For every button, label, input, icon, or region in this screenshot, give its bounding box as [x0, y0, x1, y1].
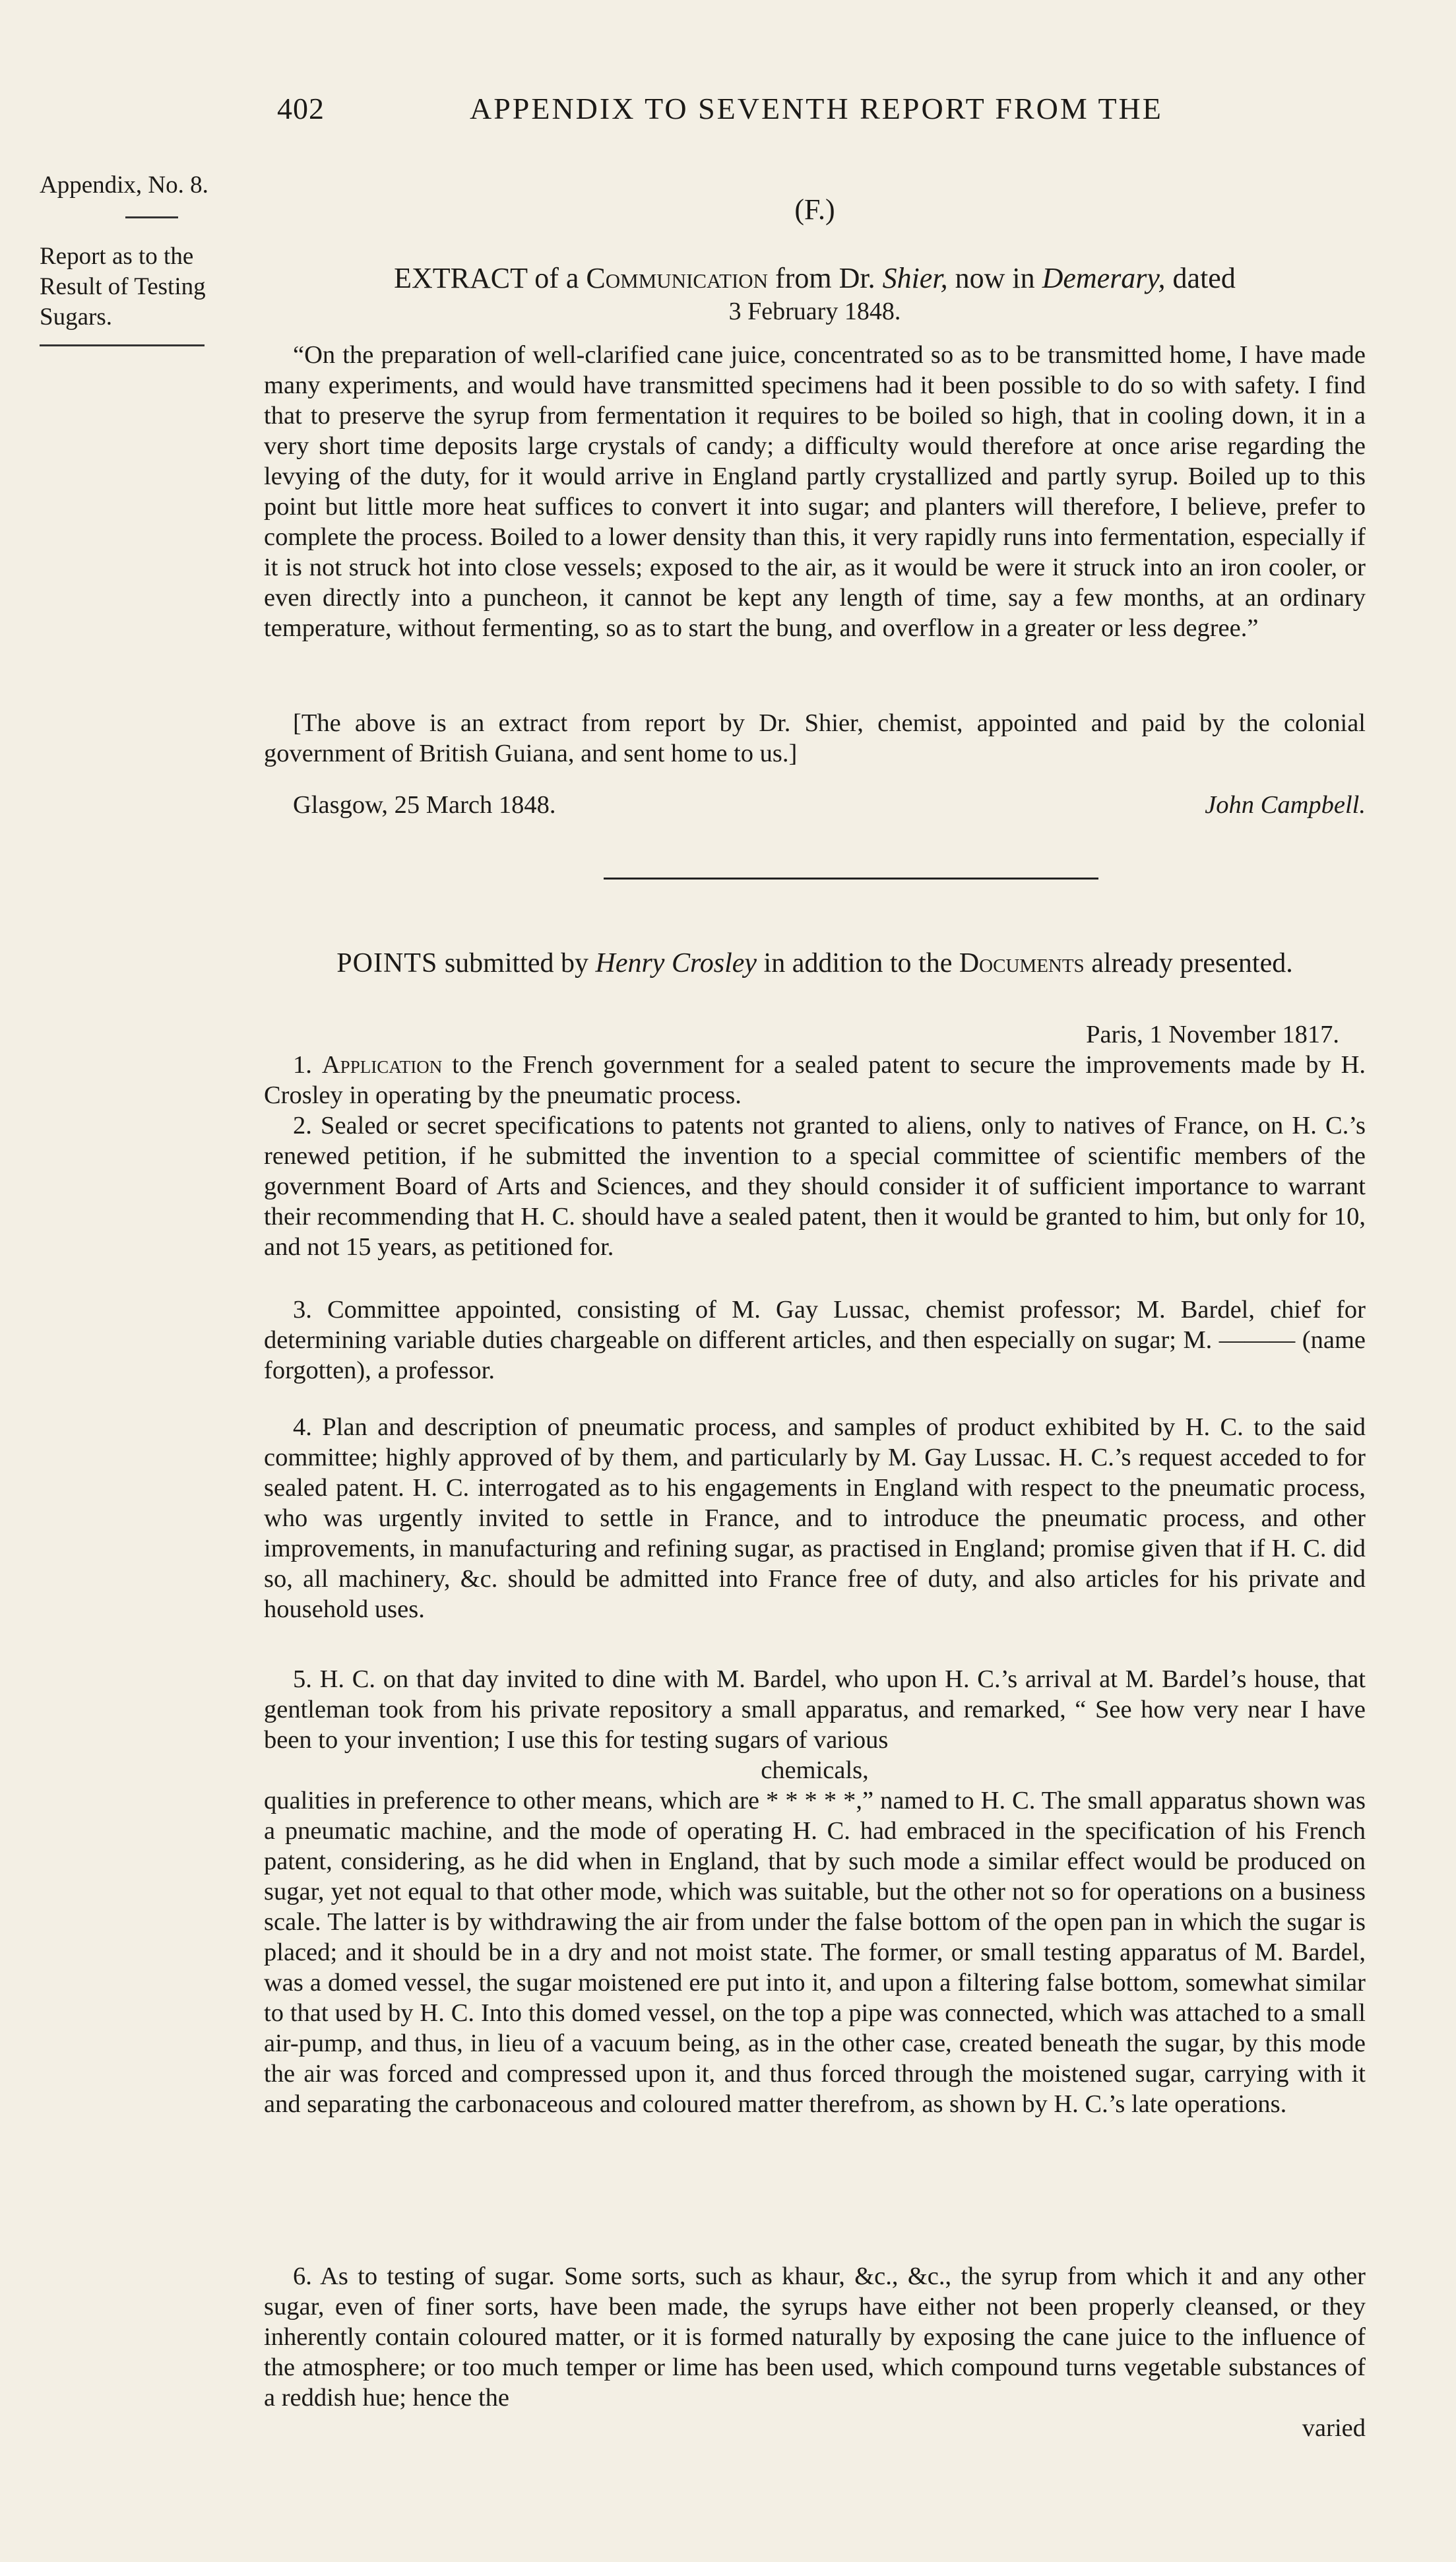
point-2: 2. Sealed or secret specifications to patents not granted to aliens, only to natives of France, on H. C.’s renewed petition, if he submitted the invention to a special committee of scientific members of the government Board of Arts and Sciences, and they should consider it of sufficient importance to warrant their recommending that H. C. should have a sealed patent, then it would be granted to him, but only for 10, and not 15 years, as petitioned for. — [264, 1112, 1366, 1261]
point-5: 5. H. C. on that day invited to dine with M. Bardel, who upon H. C.’s arrival at M. Bardel’s house, that gentleman took from his private repository a small apparatus, and remarked, “ See how very near I have been to your invention; I use this for testing sugars of various chemicals, qualities in preference to other means, which are * * * * *,” named to H. C. The small apparatus shown was a pneumatic machine, and the mode of operating H. C. had embraced in the specification of his French patent, considering, as he did when in England, that by such mode a similar effect would be produced on sugar, yet not equal to that other mode, which was suitable, but the other not so for operations on a business scale. The latter is by withdrawing the air from under the false bottom of the open pan in which the sugar is placed; and it should be in a dry and not moist state. The former, or small testing apparatus of M. Bardel, was a domed vessel, the sugar moistened ere put into it, and upon a filtering false bottom, somewhat similar to that used by H. C. Into this domed vessel, on the top a pipe was connected, which was attached to a small air-pump, and thus, in lieu of a vacuum being, as in the other case, created beneath the sugar, by this mode the air was forced and compressed upon it, and thus forced through the moistened sugar, carrying with it and separating the carbonaceous and coloured matter therefrom, as shown by H. C.’s late operations. — [264, 1665, 1366, 2118]
point-1: 1. Application to the French government for a sealed patent to secure the improvements made by H. Crosley in operating by the pneumatic process. — [264, 1051, 1366, 1109]
margin-divider — [125, 216, 178, 218]
margin-appendix-label: Appendix, No. 8. — [40, 172, 208, 199]
point-5-chemicals: chemicals, — [761, 1756, 869, 1784]
points-dateline: Paris, 1 November 1817. — [1086, 1021, 1339, 1048]
point-6: 6. As to testing of sugar. Some sorts, such as khaur, &c., &c., the syrup from which it and any other sugar, even of finer sorts, have been made, the syrups have either not been properly cleansed, or they inherently contain coloured matter, or it is formed naturally by exposing the cane juice to the influence of the atmosphere; or too much temper or lime has been used, which compound turns vegetable substances of a reddish hue; hence the varied — [264, 2262, 1366, 2442]
signature: John Campbell. — [1205, 791, 1366, 819]
extract-signoff — [264, 790, 1366, 820]
extract-heading-line: EXTRACT of a Communication from Dr. Shier, now in Demerary, dated — [394, 262, 1236, 294]
extract-quote: “On the preparation of well-clarified cane juice, concentrated so as to be transmitted home, I have made many experiments, and would have transmitted specimens had it been possible to do so with safety. I find that to preserve the syrup from fermentation it requires to be boiled so high, that in cooling down, it in a very short time deposits large crystals of candy; a difficulty would therefore at once arise regarding the levying of the duty, for it would arrive in England partly crystallized and partly syrup. Boiled up to this point but little more heat suffices to convert it into sugar; and planters will therefore, I believe, prefer to complete the process. Boiled to a lower density than this, it very rapidly runs into fermentation, especially if it is not struck hot into close vessels; exposed to the air, as it would be were it struck into an iron cooler, or even directly into a puncheon, it cannot be kept any length of time, say a few months, at an ordinary temperature, without fermenting, so as to start the bung, and overflow in a greater or less degree.” — [264, 341, 1366, 642]
running-header — [277, 91, 1214, 126]
point-3: 3. Committee appointed, consisting of M. Gay Lussac, chemist professor; M. Bardel, chief for determining variable duties chargeable on different articles, and then especially on sugar; M. ——— (name forgotten), a professor. — [264, 1296, 1366, 1384]
extract-heading — [264, 262, 1366, 328]
section-marker: (F.) — [794, 193, 835, 226]
section-divider — [604, 878, 1098, 880]
extract-note: [The above is an extract from report by Dr. Shier, chemist, appointed and paid by the colonial government of British Guiana, and sent home to us.] — [264, 709, 1366, 767]
page-number: 402 — [277, 92, 325, 125]
margin-note: Report as to the Result of Testing Sugars. — [40, 243, 206, 331]
points-heading: POINTS submitted by Henry Crosley in addition to the Documents already presented. — [336, 948, 1293, 978]
extract-date: 3 February 1848. — [728, 298, 901, 325]
catchword: varied — [1302, 2414, 1366, 2442]
margin-divider-bottom — [40, 344, 205, 346]
point-4: 4. Plan and description of pneumatic process, and samples of product exhibited by H. C. to the said committee; highly approved of by them, and particularly by M. Gay Lussac. H. C.’s request acceded to for sealed patent. H. C. interrogated as to his engagements in England with respect to the pneumatic process, who was urgently invited to settle in France, and to introduce the pneumatic process, and other improvements, in manufacturing and refining sugar, as practised in England; promise given that if H. C. did so, all machinery, &c. should be admitted into France free of duty, and also articles for his private and household uses. — [264, 1413, 1366, 1623]
running-title: APPENDIX TO SEVENTH REPORT FROM THE — [469, 92, 1163, 125]
place-date: Glasgow, 25 March 1848. — [293, 791, 556, 819]
